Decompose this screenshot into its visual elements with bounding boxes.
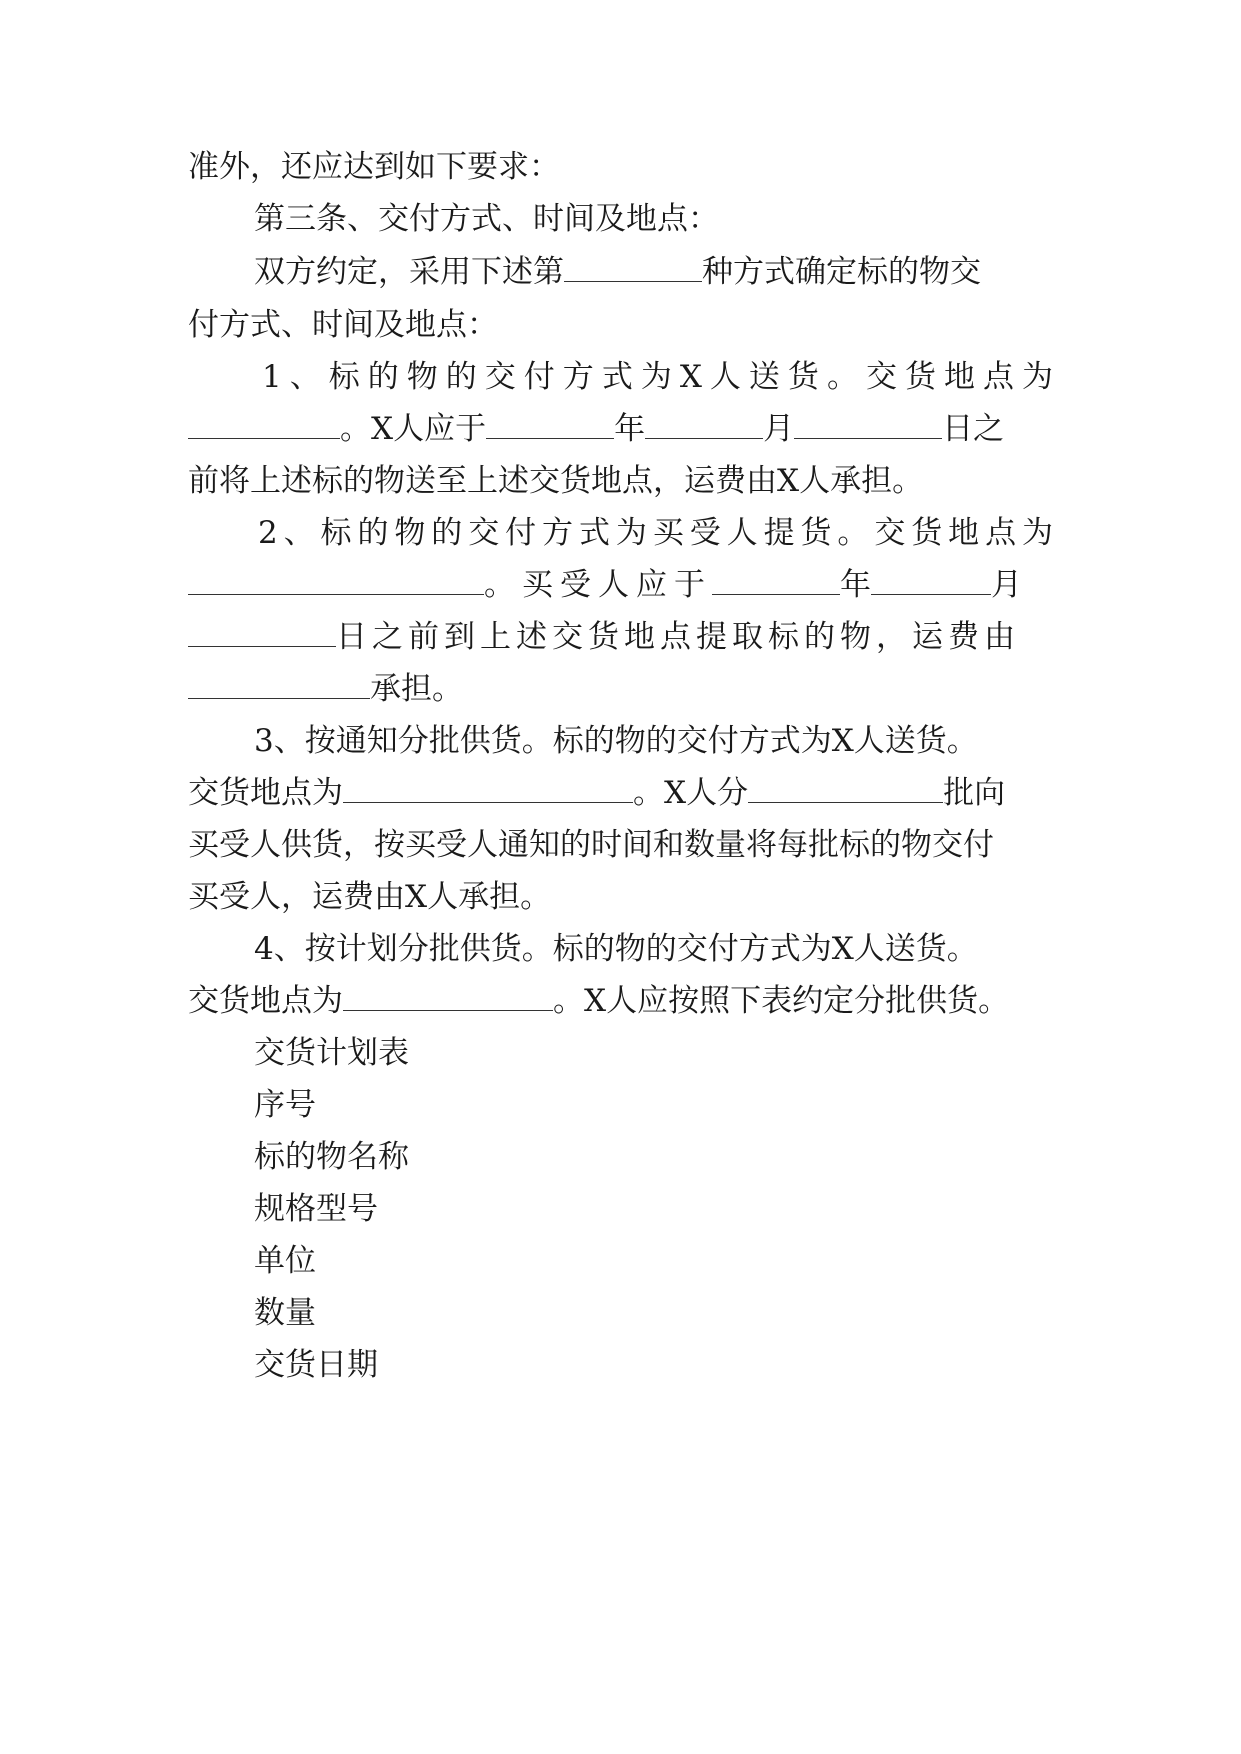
table-column-header: 数量	[254, 1295, 316, 1331]
paragraph-line: 付方式、时间及地点：	[188, 307, 498, 343]
table-column-header: 标的物名称	[254, 1139, 409, 1175]
table-title: 交货计划表	[254, 1035, 409, 1071]
table-column-header: 规格型号	[254, 1191, 378, 1227]
fill-blank[interactable]	[188, 410, 340, 439]
clause-2-line: 日之前到上述交货地点提取标的物，运费由	[188, 608, 1053, 666]
clause-1-line: 1、标的物的交付方式为X人送货。交货地点为	[262, 359, 1053, 395]
fill-blank[interactable]	[794, 410, 942, 439]
fill-blank[interactable]	[871, 566, 991, 595]
clause-1-line: 前将上述标的物送至上述交货地点，运费由X人承担。	[188, 463, 924, 499]
clause-2-line: 承担。	[188, 660, 1053, 718]
table-column-header: 序号	[254, 1087, 316, 1123]
clause-1-line: 。X人应于 年 月 日之	[188, 400, 1053, 458]
section-heading: 第三条、交付方式、时间及地点：	[254, 201, 719, 237]
clause-3-line: 3、按通知分批供货。标的物的交付方式为X人送货。	[254, 723, 978, 759]
clause-4-line: 4、按计划分批供货。标的物的交付方式为X人送货。	[254, 931, 978, 967]
clause-2-line: 2、标的物的交付方式为买受人提货。交货地点为	[258, 515, 1053, 551]
fill-blank[interactable]	[748, 774, 943, 803]
fill-blank[interactable]	[343, 982, 553, 1011]
fill-blank[interactable]	[188, 618, 336, 647]
clause-3-line: 交货地点为 。X人分 批向	[188, 775, 1006, 811]
paragraph-line: 双方约定，采用下述第 种方式确定标的物交	[254, 254, 981, 290]
fill-blank[interactable]	[188, 566, 484, 595]
fill-blank[interactable]	[564, 253, 702, 282]
table-column-header: 单位	[254, 1243, 316, 1279]
fill-blank[interactable]	[712, 566, 840, 595]
paragraph-line: 准外，还应达到如下要求：	[188, 149, 560, 185]
clause-3-line: 买受人供货，按买受人通知的时间和数量将每批标的物交付	[188, 827, 994, 863]
fill-blank[interactable]	[343, 774, 633, 803]
clause-3-line: 买受人，运费由X人承担。	[188, 879, 552, 915]
fill-blank[interactable]	[486, 410, 614, 439]
fill-blank[interactable]	[188, 670, 370, 699]
fill-blank[interactable]	[645, 410, 763, 439]
table-column-header: 交货日期	[254, 1347, 378, 1383]
clause-4-line: 交货地点为 。X人应按照下表约定分批供货。	[188, 983, 1010, 1019]
clause-2-line: 。买受人应于 年 月	[188, 556, 1053, 614]
